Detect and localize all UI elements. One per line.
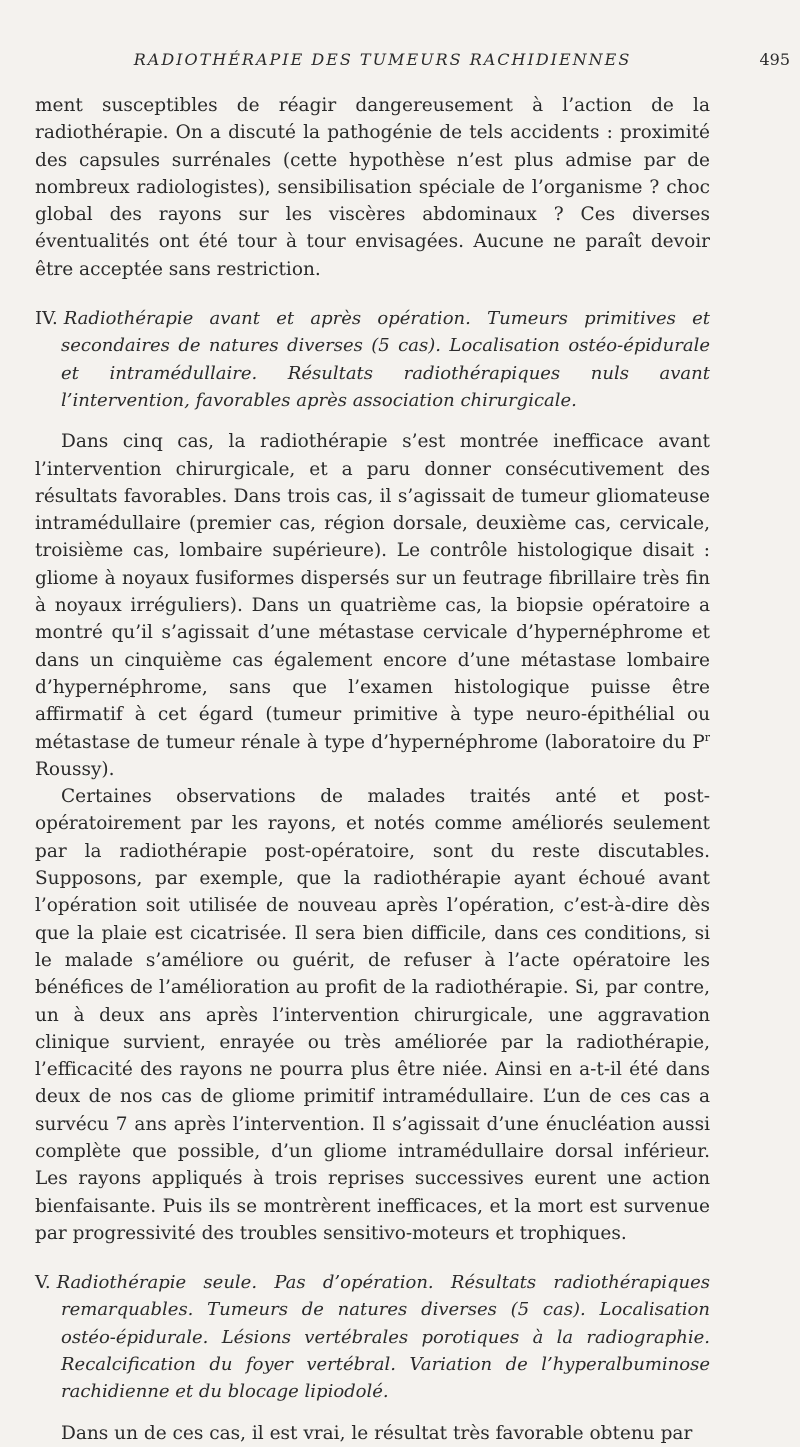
running-head-title: RADIOTHÉRAPIE DES TUMEURS RACHIDIENNES: [133, 50, 632, 69]
section-title: Radiothérapie avant et après opération. Tumeurs primitives et secondaires de natures diverses (5 cas). Localisation ostéo-épidurale et intramédullaire. Résultats radiothérapiques nuls avant l’intervention, favorables après association chirurgicale.: [61, 308, 710, 411]
superscript-r: r: [704, 730, 710, 744]
paragraph-observations: Certaines observations de malades traités anté et post-opératoirement par les rayons, et notés comme améliorés seulement par la radiothérapie post-opératoire, sont du reste discutables. Supposons, par exemple, que la radiothérapie ayant échoué avant l’opération soit utilisée de nouveau après l’opération, c’est-à-dire dès que la plaie est cicatrisée. Il sera bien difficile, dans ces conditions, si le malade s’améliore ou guérit, de refuser à l’acte opératoire les bénéfices de l’amélioration au profit de la radiothérapie. Si, par contre, un à deux ans après l’intervention chirurgicale, une aggravation clinique survient, enrayée ou très améliorée par la radiothérapie, l’efficacité des rayons ne pourra plus être niée. Ainsi en a-t-il été dans deux de nos cas de gliome primitif intramédullaire. L’un de ces cas a survécu 7 ans après l’intervention. Il s’agissait d’une énucléation aussi complète que possible, d’un gliome intramédullaire dorsal inférieur. Les rayons appliqués à trois reprises successives eurent une action bienfaisante. Puis ils se montrèrent inefficaces, et la mort est survenue par progressivité des troubles sensitivo-moteurs et trophiques.: [35, 786, 710, 1244]
section-numeral: V.: [35, 1272, 51, 1294]
page-number: 495: [759, 50, 790, 69]
paragraph-text-end: Roussy).: [35, 758, 115, 780]
section-heading-v: [35, 1269, 710, 1405]
running-head: [35, 50, 790, 80]
paragraph-continuation: ment susceptibles de réagir dangereusement à l’action de la radiothérapie. On a discuté la pathogénie de tels accidents : proximité des capsules surrénales (cette hypothèse n’est plus admise par de nombreux radiologistes), sensibilisation spéciale de l’organisme ? choc global des rayons sur les viscères abdominaux ? Ces diverses éventualités ont été tour à tour envisagées. Aucune ne paraît devoir être acceptée sans restriction.: [35, 95, 710, 280]
paragraph-five-cases: [35, 428, 710, 783]
section-heading-iv: [35, 305, 710, 414]
paragraph-text: Dans cinq cas, la radiothérapie s’est montrée inefficace avant l’intervention chirurgicale, et a paru donner consécutivement des résultats favorables. Dans trois cas, il s’agissait de tumeur gliomateuse intramédullaire (premier cas, région dorsale, deuxième cas, cervicale, troisième cas, lombaire supérieure). Le contrôle histologique disait : gliome à noyaux fusiformes dispersés sur un feutrage fibrillaire très fin à noyaux irréguliers). Dans un quatrième cas, la biopsie opératoire a montré qu’il s’agissait d’une métastase cervicale d’hypernéphrome et dans un cinquième cas également encore d’une métastase lombaire d’hypernéphrome, sans que l’examen histologique puisse être affirmatif à cet égard (tumeur primitive à type neuro-épithélial ou métastase de tumeur rénale à type d’hypernéphrome (laboratoire du P: [35, 431, 710, 753]
section-numeral: IV.: [35, 308, 58, 330]
paragraph-final: Dans un de ces cas, il est vrai, le résultat très favorable obtenu par: [61, 1422, 693, 1444]
section-title: Radiothérapie seule. Pas d’opération. Résultats radiothérapiques remarquables. Tumeurs de natures diverses (5 cas). Localisation ostéo-épidurale. Lésions vertébrales porotiques à la radiographie. Recalcification du foyer vertébral. Variation de l’hyperalbuminose rachidienne et du blocage lipiodolé.: [56, 1272, 710, 1403]
